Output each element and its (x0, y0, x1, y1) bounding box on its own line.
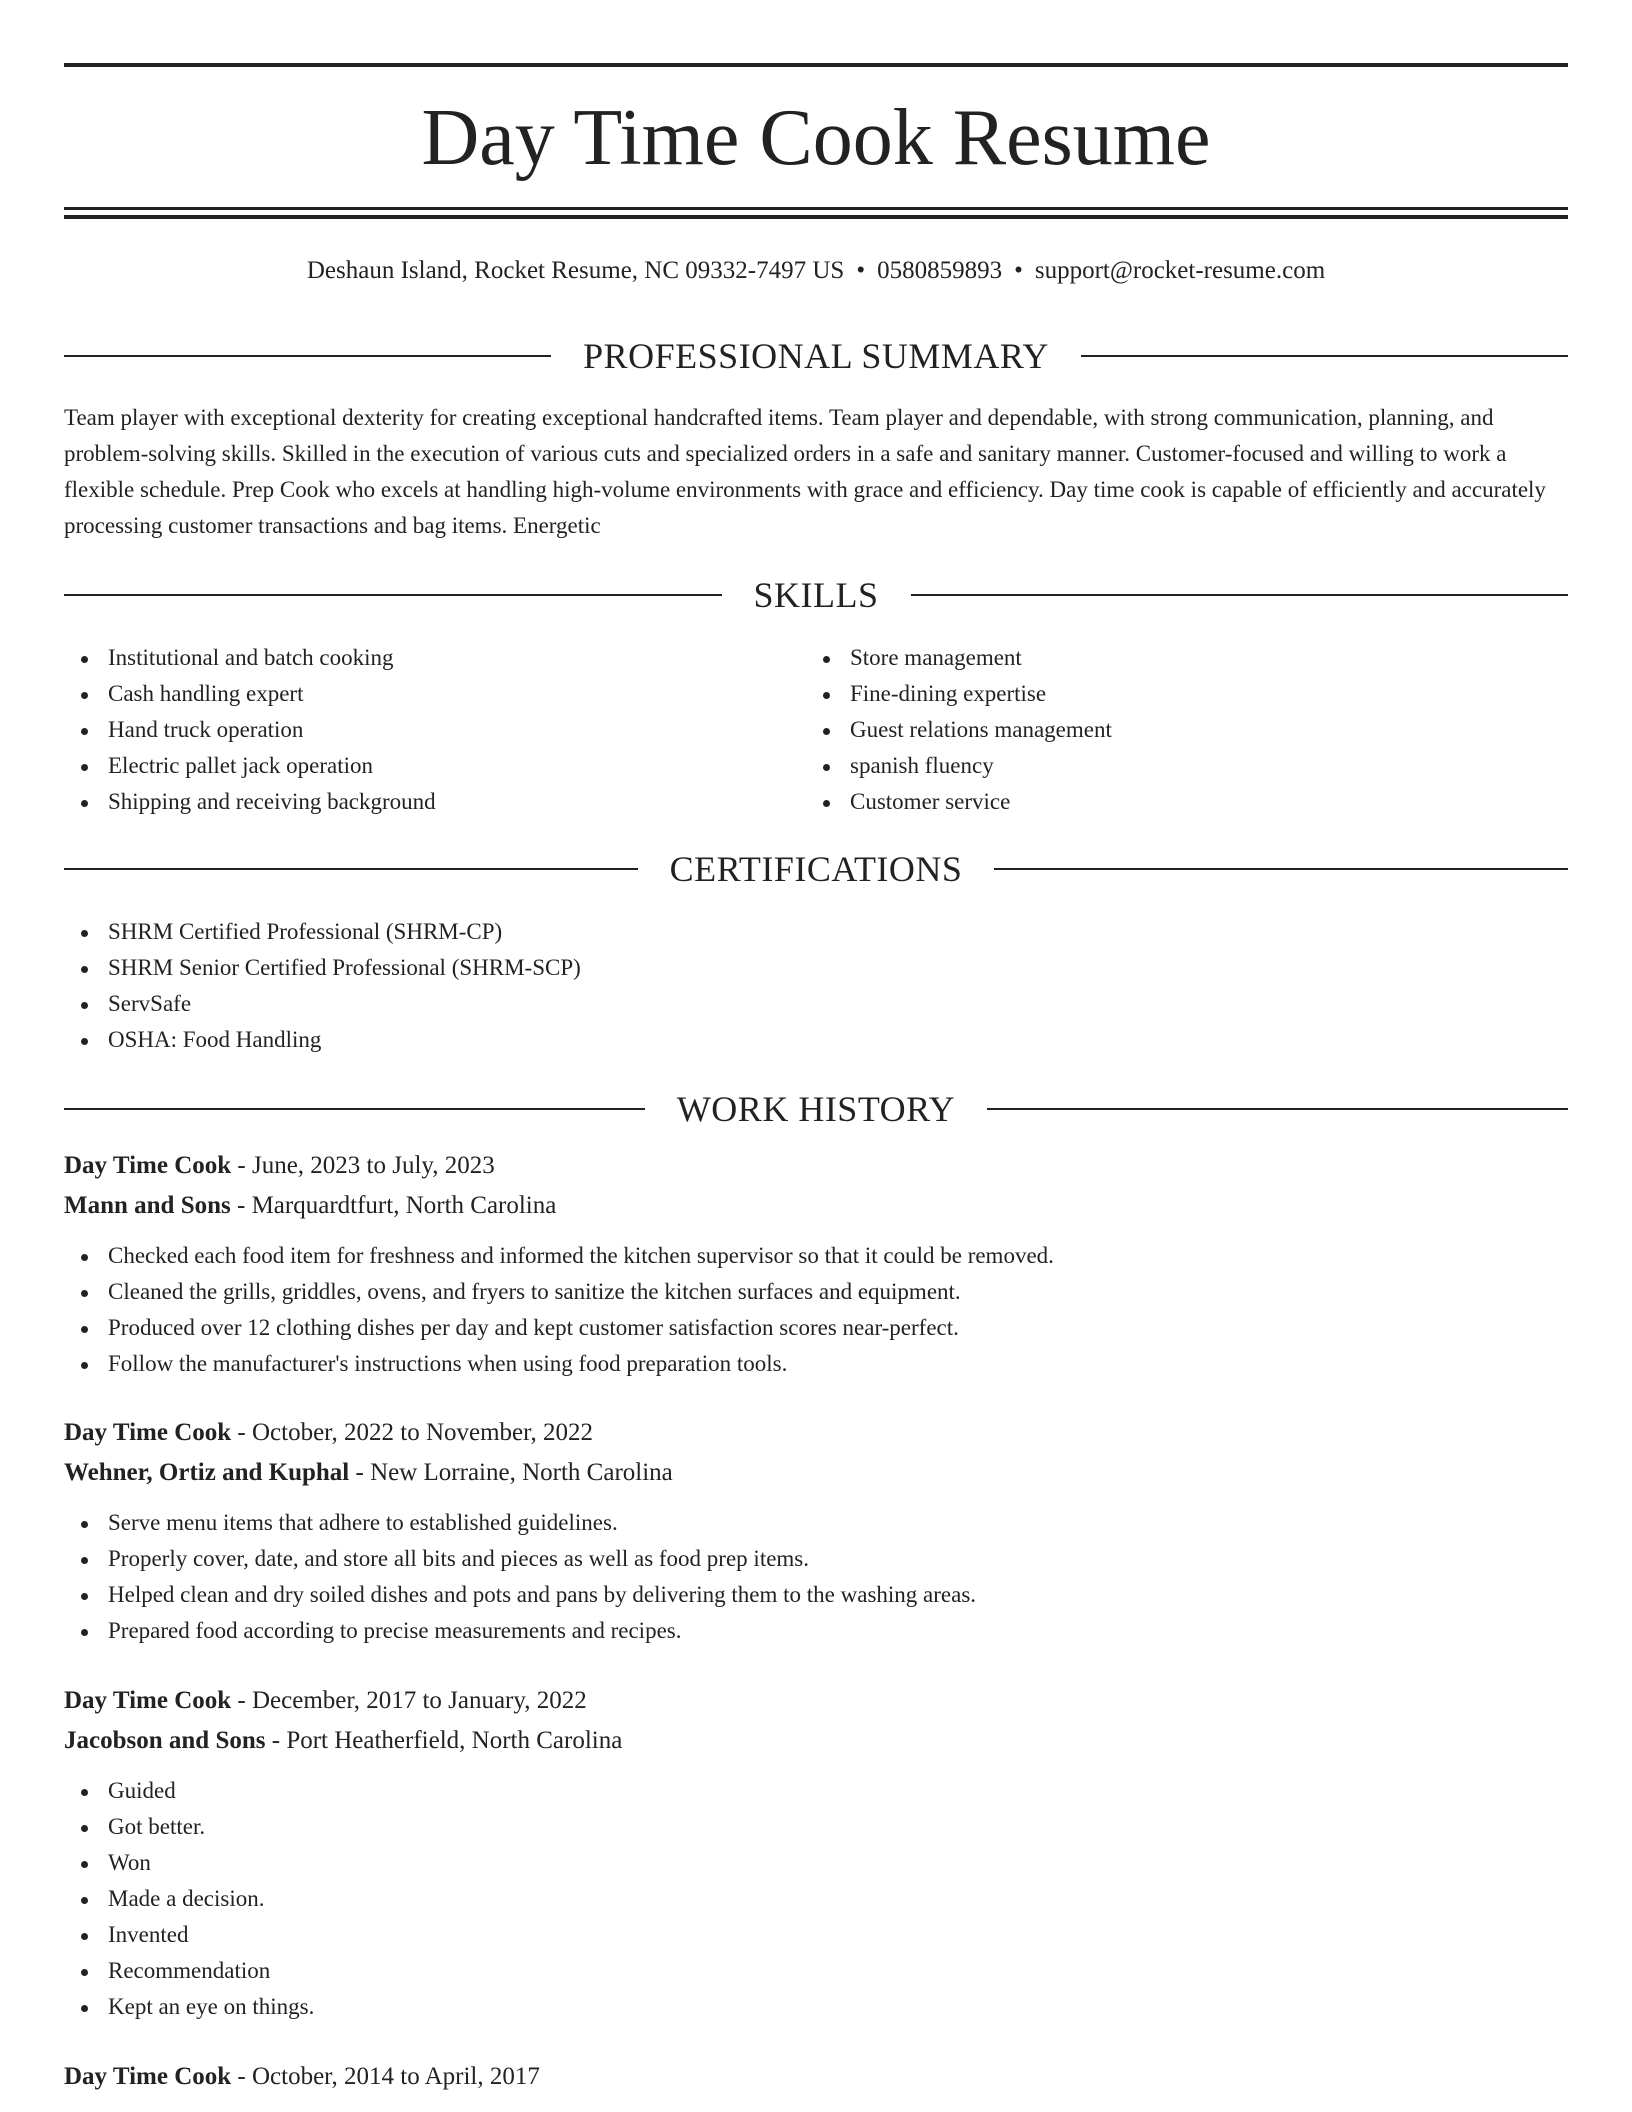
job-duty-item: Invented (64, 1917, 1568, 1953)
divider-right (994, 868, 1568, 870)
job-duties-list (64, 1238, 1568, 1382)
job-duty-item: Guided (64, 1773, 1568, 1809)
job-duty-item: Helped clean and dry soiled dishes and pots and pans by delivering them to the washing areas. (64, 1577, 1568, 1613)
section-header-skills (64, 575, 1568, 615)
job-duty-item: Checked each food item for freshness and informed the kitchen supervisor so that it could be removed. (64, 1238, 1568, 1274)
job-duties-list (64, 1773, 1568, 2025)
divider-left (64, 1108, 645, 1110)
skill-item: Fine-dining expertise (806, 676, 1546, 712)
contact-phone: 0580859893 (877, 257, 1003, 284)
job-title: Day Time Cook (64, 1152, 232, 1179)
job-dates: December, 2017 to January, 2022 (251, 1687, 587, 1714)
certification-item: ServSafe (64, 986, 581, 1022)
certification-item: SHRM Certified Professional (SHRM-CP) (64, 914, 581, 950)
certifications-list (64, 914, 581, 1058)
skills-column-right (806, 640, 1546, 820)
contact-address: Deshaun Island, Rocket Resume, NC 09332-7497 US (306, 257, 845, 284)
header-top-rule (64, 63, 1568, 67)
section-header-summary (64, 336, 1568, 376)
job-dash: - (231, 1152, 252, 1179)
job-dates: October, 2022 to November, 2022 (251, 1419, 593, 1446)
section-header-work-history (64, 1089, 1568, 1129)
divider-left (64, 355, 551, 357)
skill-item: spanish fluency (806, 748, 1546, 784)
skill-item: Institutional and batch cooking (64, 640, 804, 676)
job-duty-item: Recommendation (64, 1953, 1568, 1989)
job-dates: October, 2014 to April, 2017 (251, 2063, 540, 2090)
contact-email: support@rocket-resume.com (1034, 257, 1326, 284)
job-entry (64, 1681, 1568, 2025)
job-duty-item: Prepared food according to precise measurements and recipes. (64, 1613, 1568, 1649)
section-title-work-history: WORK HISTORY (676, 1089, 956, 1129)
contact-separator: • (1014, 257, 1023, 284)
resume-title: Day Time Cook Resume (421, 94, 1211, 182)
job-title-line (64, 2057, 1568, 2097)
divider-left (64, 868, 638, 870)
skill-item: Store management (806, 640, 1546, 676)
contact-line (64, 254, 1568, 288)
job-duties-list (64, 1505, 1568, 1649)
job-duty-item: Got better. (64, 1809, 1568, 1845)
job-dash: - (231, 1687, 252, 1714)
job-title: Day Time Cook (64, 2063, 232, 2090)
summary-text: Team player with exceptional dexterity for creating exceptional handcrafted items. Team player and dependable, with strong communication, planning, and problem-solving skills. Skilled in the execution of various cuts and specialized orders in a safe and sanitary manner. Customer-focused and willing to work a flexible schedule. Prep Cook who excels at handling high-volume environments with grace and efficiency. Day time cook is capable of efficiently and accurately processing customer transactions and bag items. Energetic (64, 405, 1546, 538)
job-duty-item: Made a decision. (64, 1881, 1568, 1917)
section-header-certifications (64, 849, 1568, 889)
divider-left (64, 594, 722, 596)
job-duty-item: Serve menu items that adhere to established guidelines. (64, 1505, 1568, 1541)
job-title: Day Time Cook (64, 1687, 232, 1714)
skill-item: Guest relations management (806, 712, 1546, 748)
header-bottom-rule-thin (64, 207, 1568, 210)
header-bottom-rule-thick (64, 215, 1568, 219)
job-company-line (64, 1186, 1568, 1226)
divider-right (987, 1108, 1568, 1110)
job-company: Mann and Sons (64, 1192, 231, 1219)
job-entry (64, 1146, 1568, 1382)
job-location: Marquardtfurt, North Carolina (251, 1192, 557, 1219)
section-title-skills: SKILLS (753, 575, 879, 615)
job-dash: - (231, 2063, 252, 2090)
job-entry (64, 1413, 1568, 1649)
job-duty-item: Follow the manufacturer's instructions when using food preparation tools. (64, 1346, 1568, 1382)
job-duty-item: Properly cover, date, and store all bits and pieces as well as food prep items. (64, 1541, 1568, 1577)
job-company-line (64, 1453, 1568, 1493)
skill-item: Hand truck operation (64, 712, 804, 748)
job-duty-item: Kept an eye on things. (64, 1989, 1568, 2025)
skills-column-left (64, 640, 804, 820)
skill-item: Shipping and receiving background (64, 784, 804, 820)
divider-right (1081, 355, 1568, 357)
divider-right (911, 594, 1569, 596)
job-location: New Lorraine, North Carolina (370, 1459, 673, 1486)
job-title: Day Time Cook (64, 1419, 232, 1446)
job-dash: - (349, 1459, 371, 1486)
job-entry (64, 2057, 1568, 2097)
skill-item: Cash handling expert (64, 676, 804, 712)
job-company: Jacobson and Sons (64, 1727, 266, 1754)
section-title-certifications: CERTIFICATIONS (669, 849, 963, 889)
contact-separator: • (856, 257, 866, 284)
job-company-line (64, 1721, 1568, 1761)
job-dash: - (230, 1192, 252, 1219)
job-duty-item: Cleaned the grills, griddles, ovens, and fryers to sanitize the kitchen surfaces and equipment. (64, 1274, 1568, 1310)
job-title-line (64, 1413, 1568, 1453)
certification-item: OSHA: Food Handling (64, 1022, 581, 1058)
job-duty-item: Won (64, 1845, 1568, 1881)
job-company: Wehner, Ortiz and Kuphal (64, 1459, 350, 1486)
job-dash: - (231, 1419, 252, 1446)
job-dash: - (265, 1727, 287, 1754)
certification-item: SHRM Senior Certified Professional (SHRM-SCP) (64, 950, 581, 986)
skill-item: Electric pallet jack operation (64, 748, 804, 784)
certifications-block (64, 914, 581, 1058)
skill-item: Customer service (806, 784, 1546, 820)
job-title-line (64, 1681, 1568, 1721)
skills-list-left (64, 640, 804, 820)
job-dates: June, 2023 to July, 2023 (251, 1152, 495, 1179)
job-duty-item: Produced over 12 clothing dishes per day and kept customer satisfaction scores near-perfect. (64, 1310, 1568, 1346)
job-title-line (64, 1146, 1568, 1186)
skills-list-right (806, 640, 1546, 820)
job-location: Port Heatherfield, North Carolina (286, 1727, 623, 1754)
section-title-summary: PROFESSIONAL SUMMARY (583, 336, 1049, 376)
